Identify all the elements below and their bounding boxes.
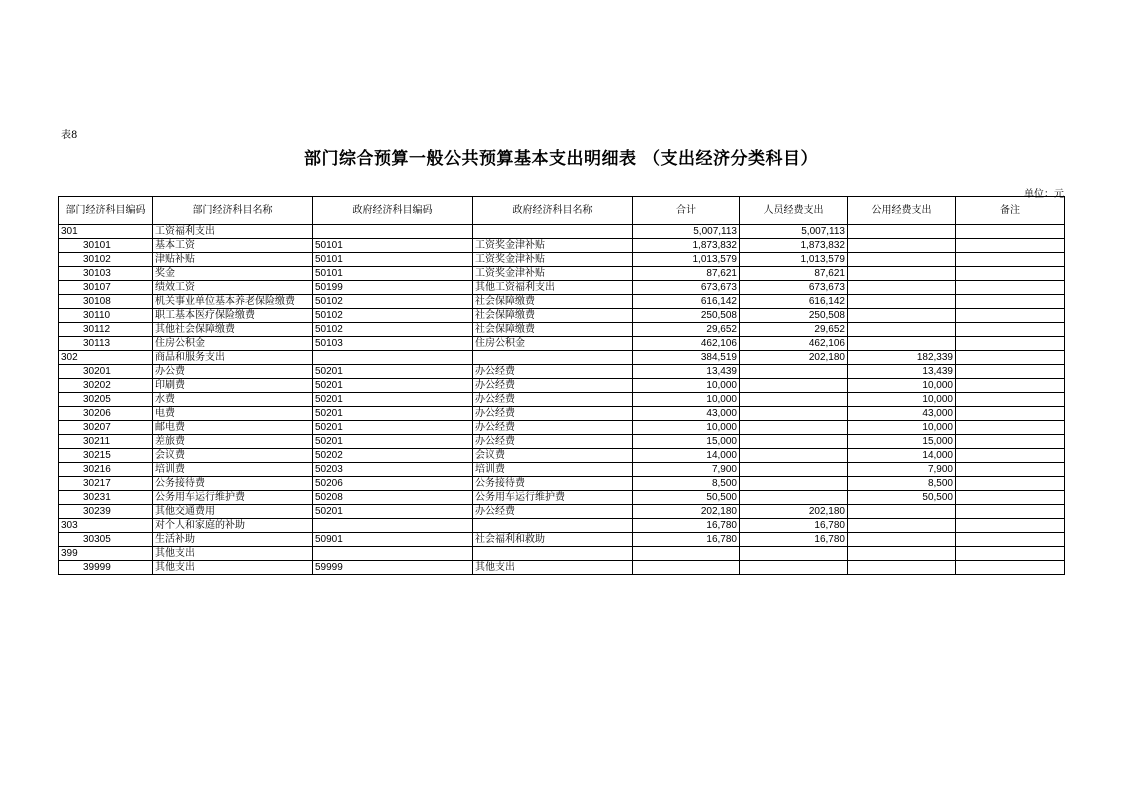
- gov-name-cell: 社会保障缴费: [473, 309, 633, 323]
- personnel-cell: [740, 365, 848, 379]
- table-row: [59, 365, 1065, 379]
- gov-name-cell: [473, 351, 633, 365]
- header-gov-code: 政府经济科目编码: [313, 197, 473, 225]
- personnel-cell: [740, 561, 848, 575]
- gov-code-cell: 50201: [313, 421, 473, 435]
- dept-code-cell: 30217: [59, 477, 153, 491]
- table-row: [59, 281, 1065, 295]
- header-gov-name: 政府经济科目名称: [473, 197, 633, 225]
- personnel-cell: 1,013,579: [740, 253, 848, 267]
- note-cell: [956, 547, 1065, 561]
- dept-name-cell: 公务用车运行维护费: [153, 491, 313, 505]
- gov-name-cell: 办公经费: [473, 421, 633, 435]
- table-row: [59, 253, 1065, 267]
- total-cell: 13,439: [633, 365, 740, 379]
- note-cell: [956, 505, 1065, 519]
- gov-code-cell: 59999: [313, 561, 473, 575]
- personnel-cell: [740, 407, 848, 421]
- expenditure-detail-table: [58, 196, 1065, 575]
- personnel-cell: [740, 421, 848, 435]
- total-cell: 15,000: [633, 435, 740, 449]
- gov-code-cell: [313, 351, 473, 365]
- public-cell: [848, 505, 956, 519]
- table-row: [59, 435, 1065, 449]
- header-dept-code: 部门经济科目编码: [59, 197, 153, 225]
- note-cell: [956, 519, 1065, 533]
- total-cell: 5,007,113: [633, 225, 740, 239]
- table-body: [59, 225, 1065, 575]
- dept-name-cell: 差旅费: [153, 435, 313, 449]
- gov-code-cell: 50101: [313, 239, 473, 253]
- note-cell: [956, 421, 1065, 435]
- personnel-cell: [740, 449, 848, 463]
- table-row: [59, 239, 1065, 253]
- total-cell: 1,013,579: [633, 253, 740, 267]
- gov-name-cell: 住房公积金: [473, 337, 633, 351]
- public-cell: 10,000: [848, 421, 956, 435]
- personnel-cell: 16,780: [740, 533, 848, 547]
- dept-name-cell: 公务接待费: [153, 477, 313, 491]
- total-cell: 202,180: [633, 505, 740, 519]
- total-cell: 616,142: [633, 295, 740, 309]
- personnel-cell: 462,106: [740, 337, 848, 351]
- note-cell: [956, 463, 1065, 477]
- total-cell: 384,519: [633, 351, 740, 365]
- gov-code-cell: 50201: [313, 365, 473, 379]
- public-cell: 8,500: [848, 477, 956, 491]
- gov-name-cell: 办公经费: [473, 505, 633, 519]
- public-cell: 50,500: [848, 491, 956, 505]
- dept-code-cell: 30202: [59, 379, 153, 393]
- total-cell: 7,900: [633, 463, 740, 477]
- personnel-cell: [740, 547, 848, 561]
- note-cell: [956, 267, 1065, 281]
- header-row: [59, 197, 1065, 225]
- note-cell: [956, 351, 1065, 365]
- dept-code-cell: 30113: [59, 337, 153, 351]
- note-cell: [956, 225, 1065, 239]
- total-cell: 8,500: [633, 477, 740, 491]
- table-row: [59, 267, 1065, 281]
- dept-name-cell: 生活补助: [153, 533, 313, 547]
- gov-code-cell: 50101: [313, 253, 473, 267]
- public-cell: 15,000: [848, 435, 956, 449]
- gov-code-cell: 50199: [313, 281, 473, 295]
- personnel-cell: 616,142: [740, 295, 848, 309]
- table-group-row: [59, 547, 1065, 561]
- unit-label: 单位：元: [1024, 189, 1064, 200]
- table-row: [59, 463, 1065, 477]
- gov-code-cell: 50201: [313, 435, 473, 449]
- personnel-cell: [740, 435, 848, 449]
- note-cell: [956, 365, 1065, 379]
- dept-code-cell: 30215: [59, 449, 153, 463]
- gov-name-cell: 办公经费: [473, 379, 633, 393]
- gov-name-cell: 社会保障缴费: [473, 295, 633, 309]
- table-number-label: 表8: [61, 130, 78, 141]
- gov-name-cell: [473, 225, 633, 239]
- dept-code-cell: 30216: [59, 463, 153, 477]
- public-cell: 182,339: [848, 351, 956, 365]
- public-cell: [848, 519, 956, 533]
- total-cell: 29,652: [633, 323, 740, 337]
- table-row: [59, 379, 1065, 393]
- dept-name-cell: 奖金: [153, 267, 313, 281]
- total-cell: 673,673: [633, 281, 740, 295]
- personnel-cell: 5,007,113: [740, 225, 848, 239]
- table-row: [59, 449, 1065, 463]
- dept-name-cell: 邮电费: [153, 421, 313, 435]
- gov-name-cell: 会议费: [473, 449, 633, 463]
- dept-name-cell: 其他支出: [153, 547, 313, 561]
- personnel-cell: [740, 477, 848, 491]
- table-group-row: [59, 351, 1065, 365]
- gov-name-cell: 培训费: [473, 463, 633, 477]
- note-cell: [956, 323, 1065, 337]
- gov-name-cell: 工资奖金津补贴: [473, 253, 633, 267]
- personnel-cell: 87,621: [740, 267, 848, 281]
- gov-code-cell: 50208: [313, 491, 473, 505]
- public-cell: 13,439: [848, 365, 956, 379]
- gov-code-cell: 50102: [313, 295, 473, 309]
- public-cell: [848, 239, 956, 253]
- table-row: [59, 337, 1065, 351]
- total-cell: 50,500: [633, 491, 740, 505]
- note-cell: [956, 435, 1065, 449]
- public-cell: [848, 309, 956, 323]
- total-cell: 16,780: [633, 519, 740, 533]
- dept-name-cell: 其他支出: [153, 561, 313, 575]
- public-cell: 10,000: [848, 379, 956, 393]
- public-cell: 7,900: [848, 463, 956, 477]
- dept-code-cell: 301: [59, 225, 153, 239]
- dept-code-cell: 30101: [59, 239, 153, 253]
- table-group-row: [59, 225, 1065, 239]
- dept-code-cell: 30207: [59, 421, 153, 435]
- total-cell: 250,508: [633, 309, 740, 323]
- gov-code-cell: 50202: [313, 449, 473, 463]
- dept-code-cell: 30103: [59, 267, 153, 281]
- table-row: [59, 533, 1065, 547]
- dept-code-cell: 30201: [59, 365, 153, 379]
- table-row: [59, 561, 1065, 575]
- public-cell: 14,000: [848, 449, 956, 463]
- header-note: 备注: [956, 197, 1065, 225]
- table-row: [59, 477, 1065, 491]
- gov-name-cell: 工资奖金津补贴: [473, 267, 633, 281]
- public-cell: [848, 533, 956, 547]
- total-cell: [633, 561, 740, 575]
- gov-code-cell: [313, 225, 473, 239]
- dept-name-cell: 会议费: [153, 449, 313, 463]
- personnel-cell: 250,508: [740, 309, 848, 323]
- gov-code-cell: 50203: [313, 463, 473, 477]
- total-cell: 10,000: [633, 393, 740, 407]
- dept-code-cell: 30231: [59, 491, 153, 505]
- dept-name-cell: 津贴补贴: [153, 253, 313, 267]
- personnel-cell: 29,652: [740, 323, 848, 337]
- dept-name-cell: 工资福利支出: [153, 225, 313, 239]
- dept-name-cell: 其他交通费用: [153, 505, 313, 519]
- gov-code-cell: 50101: [313, 267, 473, 281]
- public-cell: [848, 295, 956, 309]
- public-cell: 10,000: [848, 393, 956, 407]
- gov-name-cell: 办公经费: [473, 393, 633, 407]
- dept-code-cell: 303: [59, 519, 153, 533]
- note-cell: [956, 379, 1065, 393]
- personnel-cell: [740, 463, 848, 477]
- dept-code-cell: 302: [59, 351, 153, 365]
- public-cell: [848, 281, 956, 295]
- gov-name-cell: 公务接待费: [473, 477, 633, 491]
- note-cell: [956, 295, 1065, 309]
- personnel-cell: [740, 393, 848, 407]
- gov-name-cell: 社会福利和救助: [473, 533, 633, 547]
- gov-code-cell: 50201: [313, 393, 473, 407]
- total-cell: 16,780: [633, 533, 740, 547]
- gov-code-cell: 50102: [313, 323, 473, 337]
- personnel-cell: 1,873,832: [740, 239, 848, 253]
- gov-code-cell: 50201: [313, 407, 473, 421]
- gov-name-cell: 公务用车运行维护费: [473, 491, 633, 505]
- gov-code-cell: 50103: [313, 337, 473, 351]
- header-total: 合计: [633, 197, 740, 225]
- personnel-cell: [740, 379, 848, 393]
- dept-name-cell: 办公费: [153, 365, 313, 379]
- dept-name-cell: 商品和服务支出: [153, 351, 313, 365]
- gov-name-cell: 其他支出: [473, 561, 633, 575]
- table-row: [59, 505, 1065, 519]
- gov-name-cell: [473, 519, 633, 533]
- note-cell: [956, 337, 1065, 351]
- gov-name-cell: 办公经费: [473, 407, 633, 421]
- note-cell: [956, 281, 1065, 295]
- personnel-cell: 673,673: [740, 281, 848, 295]
- dept-code-cell: 399: [59, 547, 153, 561]
- dept-code-cell: 30112: [59, 323, 153, 337]
- header-dept-name: 部门经济科目名称: [153, 197, 313, 225]
- dept-name-cell: 对个人和家庭的补助: [153, 519, 313, 533]
- total-cell: 1,873,832: [633, 239, 740, 253]
- table-group-row: [59, 519, 1065, 533]
- dept-code-cell: 30239: [59, 505, 153, 519]
- note-cell: [956, 239, 1065, 253]
- note-cell: [956, 533, 1065, 547]
- public-cell: [848, 225, 956, 239]
- dept-name-cell: 培训费: [153, 463, 313, 477]
- table-row: [59, 491, 1065, 505]
- table-row: [59, 393, 1065, 407]
- gov-name-cell: 办公经费: [473, 435, 633, 449]
- gov-code-cell: [313, 519, 473, 533]
- table-row: [59, 407, 1065, 421]
- page-title: 部门综合预算一般公共预算基本支出明细表 （支出经济分类科目）: [304, 149, 818, 169]
- dept-code-cell: 30107: [59, 281, 153, 295]
- total-cell: 43,000: [633, 407, 740, 421]
- note-cell: [956, 491, 1065, 505]
- dept-name-cell: 住房公积金: [153, 337, 313, 351]
- personnel-cell: 16,780: [740, 519, 848, 533]
- gov-code-cell: 50201: [313, 379, 473, 393]
- dept-code-cell: 30108: [59, 295, 153, 309]
- total-cell: 462,106: [633, 337, 740, 351]
- dept-code-cell: 30205: [59, 393, 153, 407]
- table-header: [59, 197, 1065, 225]
- gov-name-cell: [473, 547, 633, 561]
- dept-code-cell: 30211: [59, 435, 153, 449]
- public-cell: [848, 267, 956, 281]
- dept-name-cell: 基本工资: [153, 239, 313, 253]
- gov-code-cell: 50206: [313, 477, 473, 491]
- dept-name-cell: 机关事业单位基本养老保险缴费: [153, 295, 313, 309]
- personnel-cell: 202,180: [740, 351, 848, 365]
- dept-name-cell: 电费: [153, 407, 313, 421]
- dept-name-cell: 印刷费: [153, 379, 313, 393]
- gov-name-cell: 社会保障缴费: [473, 323, 633, 337]
- dept-code-cell: 39999: [59, 561, 153, 575]
- note-cell: [956, 477, 1065, 491]
- gov-code-cell: 50901: [313, 533, 473, 547]
- note-cell: [956, 393, 1065, 407]
- dept-code-cell: 30110: [59, 309, 153, 323]
- dept-name-cell: 其他社会保障缴费: [153, 323, 313, 337]
- note-cell: [956, 449, 1065, 463]
- table-row: [59, 309, 1065, 323]
- gov-name-cell: 办公经费: [473, 365, 633, 379]
- public-cell: [848, 547, 956, 561]
- public-cell: [848, 337, 956, 351]
- note-cell: [956, 561, 1065, 575]
- header-personnel: 人员经费支出: [740, 197, 848, 225]
- note-cell: [956, 309, 1065, 323]
- gov-code-cell: 50102: [313, 309, 473, 323]
- note-cell: [956, 407, 1065, 421]
- public-cell: [848, 323, 956, 337]
- table-row: [59, 323, 1065, 337]
- gov-code-cell: 50201: [313, 505, 473, 519]
- dept-code-cell: 30206: [59, 407, 153, 421]
- total-cell: 87,621: [633, 267, 740, 281]
- gov-name-cell: 其他工资福利支出: [473, 281, 633, 295]
- total-cell: [633, 547, 740, 561]
- header-public: 公用经费支出: [848, 197, 956, 225]
- dept-name-cell: 绩效工资: [153, 281, 313, 295]
- table-row: [59, 421, 1065, 435]
- total-cell: 10,000: [633, 379, 740, 393]
- table-row: [59, 295, 1065, 309]
- total-cell: 14,000: [633, 449, 740, 463]
- public-cell: 43,000: [848, 407, 956, 421]
- dept-code-cell: 30305: [59, 533, 153, 547]
- gov-name-cell: 工资奖金津补贴: [473, 239, 633, 253]
- dept-name-cell: 水费: [153, 393, 313, 407]
- public-cell: [848, 253, 956, 267]
- public-cell: [848, 561, 956, 575]
- dept-code-cell: 30102: [59, 253, 153, 267]
- note-cell: [956, 253, 1065, 267]
- personnel-cell: [740, 491, 848, 505]
- total-cell: 10,000: [633, 421, 740, 435]
- dept-name-cell: 职工基本医疗保险缴费: [153, 309, 313, 323]
- personnel-cell: 202,180: [740, 505, 848, 519]
- gov-code-cell: [313, 547, 473, 561]
